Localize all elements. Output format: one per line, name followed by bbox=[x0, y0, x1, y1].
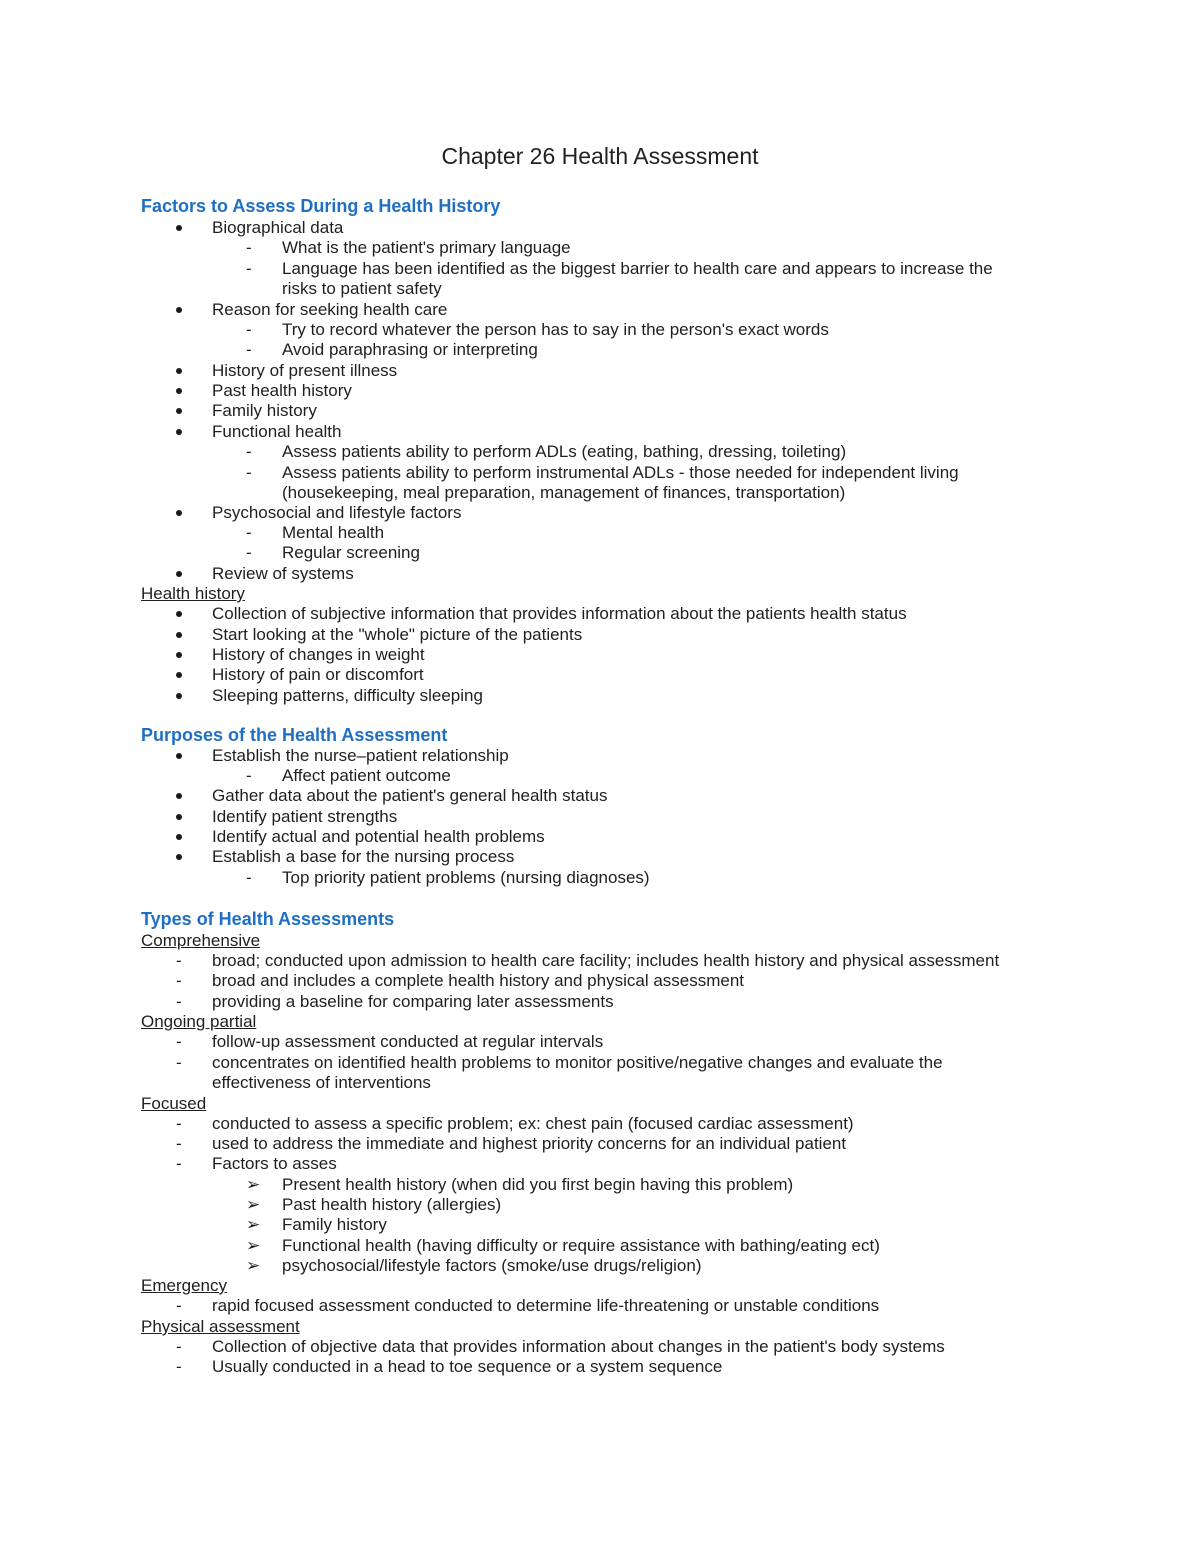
arrow-item bbox=[0, 1256, 1200, 1276]
dash-icon: - bbox=[176, 992, 182, 1011]
sub-bullet-item bbox=[0, 442, 1200, 462]
bullet-dot-icon bbox=[176, 388, 182, 394]
line-text: psychosocial/lifestyle factors (smoke/use drugs/religion) bbox=[282, 1256, 702, 1275]
line-text: Family history bbox=[212, 401, 317, 420]
line-text: Mental health bbox=[282, 523, 385, 542]
bullet-item bbox=[0, 604, 1200, 624]
line-text: conducted to assess a specific problem; ex: chest pain (focused cardiac assessment) bbox=[212, 1114, 854, 1133]
bullet-dot-icon bbox=[176, 753, 182, 759]
arrow-item bbox=[0, 1195, 1200, 1215]
bullet-dot-icon bbox=[176, 693, 182, 699]
line-text: Comprehensive bbox=[141, 931, 261, 950]
dash-icon: - bbox=[176, 1114, 182, 1133]
bullet-dot-icon bbox=[176, 632, 182, 638]
dash-item bbox=[0, 971, 1200, 991]
bullet-icon bbox=[176, 401, 182, 421]
sub-bullet-item bbox=[0, 238, 1200, 258]
subheading bbox=[0, 1276, 1200, 1296]
line-text: Functional health (having difficulty or require assistance with bathing/eating ect) bbox=[282, 1236, 880, 1255]
bullet-dot-icon bbox=[176, 854, 182, 860]
line-text: Avoid paraphrasing or interpreting bbox=[282, 340, 538, 359]
line-text: Establish a base for the nursing process bbox=[212, 847, 515, 866]
bullet-item bbox=[0, 625, 1200, 645]
arrow-bullet-icon: ➢ bbox=[246, 1195, 261, 1214]
bullet-icon bbox=[176, 218, 182, 238]
sub-bullet-item bbox=[0, 868, 1200, 888]
bullet-item bbox=[0, 786, 1200, 806]
arrow-item bbox=[0, 1215, 1200, 1235]
arrow-item bbox=[0, 1175, 1200, 1195]
line-text: Past health history (allergies) bbox=[282, 1195, 502, 1214]
bullet-dot-icon bbox=[176, 408, 182, 414]
dash-icon: - bbox=[246, 259, 252, 278]
line-text: Try to record whatever the person has to say in the person's exact words bbox=[282, 320, 829, 339]
line-text: effectiveness of interventions bbox=[212, 1073, 431, 1092]
bullet-item bbox=[0, 381, 1200, 401]
line-text: Usually conducted in a head to toe sequence or a system sequence bbox=[212, 1357, 723, 1376]
sub-bullet-item bbox=[0, 320, 1200, 340]
bullet-icon bbox=[176, 746, 182, 766]
dash-item bbox=[0, 1357, 1200, 1377]
line-text: Identify patient strengths bbox=[212, 807, 398, 826]
dash-icon: - bbox=[176, 1053, 182, 1072]
dash-icon: - bbox=[246, 523, 252, 542]
dash-icon: - bbox=[176, 1357, 182, 1376]
dash-icon: - bbox=[176, 951, 182, 970]
dash-icon: - bbox=[246, 442, 252, 461]
page-title: Chapter 26 Health Assessment bbox=[441, 143, 759, 169]
line-text: risks to patient safety bbox=[282, 279, 442, 298]
bullet-item bbox=[0, 686, 1200, 706]
line-text: Affect patient outcome bbox=[282, 766, 451, 785]
bullet-dot-icon bbox=[176, 368, 182, 374]
section-heading bbox=[0, 196, 1200, 216]
line-text: Psychosocial and lifestyle factors bbox=[212, 503, 462, 522]
bullet-icon bbox=[176, 786, 182, 806]
dash-icon: - bbox=[246, 766, 252, 785]
bullet-item bbox=[0, 401, 1200, 421]
dash-icon: - bbox=[176, 1032, 182, 1051]
line-text: Past health history bbox=[212, 381, 352, 400]
bullet-dot-icon bbox=[176, 571, 182, 577]
bullet-dot-icon bbox=[176, 510, 182, 516]
bullet-dot-icon bbox=[176, 307, 182, 313]
section-heading bbox=[0, 909, 1200, 929]
bullet-icon bbox=[176, 300, 182, 320]
bullet-item bbox=[0, 665, 1200, 685]
line-text: Gather data about the patient's general health status bbox=[212, 786, 608, 805]
subheading bbox=[0, 1012, 1200, 1032]
bullet-icon bbox=[176, 422, 182, 442]
line-text: Establish the nurse–patient relationship bbox=[212, 746, 509, 765]
line-text: Physical assessment bbox=[141, 1317, 300, 1336]
bullet-item bbox=[0, 422, 1200, 442]
continuation-line bbox=[0, 279, 1200, 299]
line-text: Types of Health Assessments bbox=[141, 909, 395, 929]
line-text: Assess patients ability to perform ADLs (eating, bathing, dressing, toileting) bbox=[282, 442, 847, 461]
bullet-item bbox=[0, 218, 1200, 238]
bullet-dot-icon bbox=[176, 225, 182, 231]
arrow-item bbox=[0, 1236, 1200, 1256]
bullet-item bbox=[0, 847, 1200, 867]
dash-icon: - bbox=[246, 238, 252, 257]
bullet-item bbox=[0, 564, 1200, 584]
subheading bbox=[0, 584, 1200, 604]
bullet-icon bbox=[176, 503, 182, 523]
bullet-icon bbox=[176, 381, 182, 401]
bullet-icon bbox=[176, 807, 182, 827]
line-text: Regular screening bbox=[282, 543, 420, 562]
bullet-dot-icon bbox=[176, 429, 182, 435]
bullet-item bbox=[0, 807, 1200, 827]
bullet-dot-icon bbox=[176, 834, 182, 840]
line-text: Factors to Assess During a Health History bbox=[141, 196, 501, 216]
line-text: Ongoing partial bbox=[141, 1012, 257, 1031]
line-text: Sleeping patterns, difficulty sleeping bbox=[212, 686, 483, 705]
bullet-icon bbox=[176, 361, 182, 381]
bullet-icon bbox=[176, 645, 182, 665]
line-text: Assess patients ability to perform instrumental ADLs - those needed for independent living bbox=[282, 463, 959, 482]
bullet-item bbox=[0, 300, 1200, 320]
dash-icon: - bbox=[246, 340, 252, 359]
section-heading bbox=[0, 725, 1200, 745]
dash-item bbox=[0, 992, 1200, 1012]
line-text: concentrates on identified health problems to monitor positive/negative changes and evaluate the bbox=[212, 1053, 943, 1072]
line-text: Reason for seeking health care bbox=[212, 300, 448, 319]
dash-icon: - bbox=[246, 463, 252, 482]
continuation-line bbox=[0, 1073, 1200, 1093]
arrow-bullet-icon: ➢ bbox=[246, 1175, 261, 1194]
dash-item bbox=[0, 1053, 1200, 1073]
line-text: Start looking at the "whole" picture of the patients bbox=[212, 625, 583, 644]
line-text: (housekeeping, meal preparation, management of finances, transportation) bbox=[282, 483, 846, 502]
line-text: providing a baseline for comparing later assessments bbox=[212, 992, 614, 1011]
bullet-icon bbox=[176, 564, 182, 584]
line-text: Language has been identified as the biggest barrier to health care and appears to increase the bbox=[282, 259, 993, 278]
bullet-item bbox=[0, 361, 1200, 381]
line-text: Functional health bbox=[212, 422, 342, 441]
sub-bullet-item bbox=[0, 523, 1200, 543]
line-text: Purposes of the Health Assessment bbox=[141, 725, 448, 745]
line-text: Collection of objective data that provides information about changes in the patient's body systems bbox=[212, 1337, 945, 1356]
bullet-dot-icon bbox=[176, 814, 182, 820]
sub-bullet-item bbox=[0, 259, 1200, 279]
arrow-bullet-icon: ➢ bbox=[246, 1236, 261, 1255]
bullet-dot-icon bbox=[176, 672, 182, 678]
sub-bullet-item bbox=[0, 543, 1200, 563]
arrow-bullet-icon: ➢ bbox=[246, 1256, 261, 1275]
line-text: rapid focused assessment conducted to determine life-threatening or unstable conditions bbox=[212, 1296, 880, 1315]
dash-item bbox=[0, 1154, 1200, 1174]
bullet-dot-icon bbox=[176, 652, 182, 658]
sub-bullet-item bbox=[0, 340, 1200, 360]
line-text: Identify actual and potential health problems bbox=[212, 827, 545, 846]
bullet-icon bbox=[176, 847, 182, 867]
bullet-icon bbox=[176, 665, 182, 685]
dash-icon: - bbox=[176, 971, 182, 990]
bullet-icon bbox=[176, 604, 182, 624]
bullet-item bbox=[0, 503, 1200, 523]
bullet-icon bbox=[176, 686, 182, 706]
dash-item bbox=[0, 1337, 1200, 1357]
subheading bbox=[0, 1317, 1200, 1337]
dash-icon: - bbox=[246, 868, 252, 887]
sub-bullet-item bbox=[0, 463, 1200, 483]
line-text: Health history bbox=[141, 584, 245, 603]
dash-icon: - bbox=[176, 1337, 182, 1356]
line-text: broad; conducted upon admission to health care facility; includes health history and physical assessment bbox=[212, 951, 1000, 970]
subheading bbox=[0, 931, 1200, 951]
dash-icon: - bbox=[176, 1296, 182, 1315]
bullet-icon bbox=[176, 625, 182, 645]
line-text: Focused bbox=[141, 1094, 207, 1113]
bullet-dot-icon bbox=[176, 793, 182, 799]
sub-bullet-item bbox=[0, 766, 1200, 786]
line-text: follow-up assessment conducted at regular intervals bbox=[212, 1032, 604, 1051]
line-text: Collection of subjective information that provides information about the patients health status bbox=[212, 604, 907, 623]
dash-item bbox=[0, 1114, 1200, 1134]
bullet-dot-icon bbox=[176, 611, 182, 617]
line-text: used to address the immediate and highest priority concerns for an individual patient bbox=[212, 1134, 847, 1153]
line-text: Review of systems bbox=[212, 564, 354, 583]
line-text: Biographical data bbox=[212, 218, 344, 237]
line-text: What is the patient's primary language bbox=[282, 238, 571, 257]
dash-icon: - bbox=[246, 543, 252, 562]
dash-item bbox=[0, 1032, 1200, 1052]
bullet-icon bbox=[176, 827, 182, 847]
line-text: Emergency bbox=[141, 1276, 227, 1295]
line-text: History of present illness bbox=[212, 361, 398, 380]
dash-item bbox=[0, 1134, 1200, 1154]
dash-item bbox=[0, 951, 1200, 971]
line-text: Factors to asses bbox=[212, 1154, 337, 1173]
dash-icon: - bbox=[176, 1154, 182, 1173]
continuation-line bbox=[0, 483, 1200, 503]
bullet-item bbox=[0, 827, 1200, 847]
bullet-item bbox=[0, 645, 1200, 665]
dash-icon: - bbox=[176, 1134, 182, 1153]
dash-item bbox=[0, 1296, 1200, 1316]
line-text: broad and includes a complete health history and physical assessment bbox=[212, 971, 745, 990]
arrow-bullet-icon: ➢ bbox=[246, 1215, 261, 1234]
line-text: Present health history (when did you first begin having this problem) bbox=[282, 1175, 794, 1194]
line-text: History of pain or discomfort bbox=[212, 665, 424, 684]
line-text: Top priority patient problems (nursing diagnoses) bbox=[282, 868, 650, 887]
dash-icon: - bbox=[246, 320, 252, 339]
line-text: History of changes in weight bbox=[212, 645, 425, 664]
subheading bbox=[0, 1094, 1200, 1114]
line-text: Family history bbox=[282, 1215, 387, 1234]
bullet-item bbox=[0, 746, 1200, 766]
